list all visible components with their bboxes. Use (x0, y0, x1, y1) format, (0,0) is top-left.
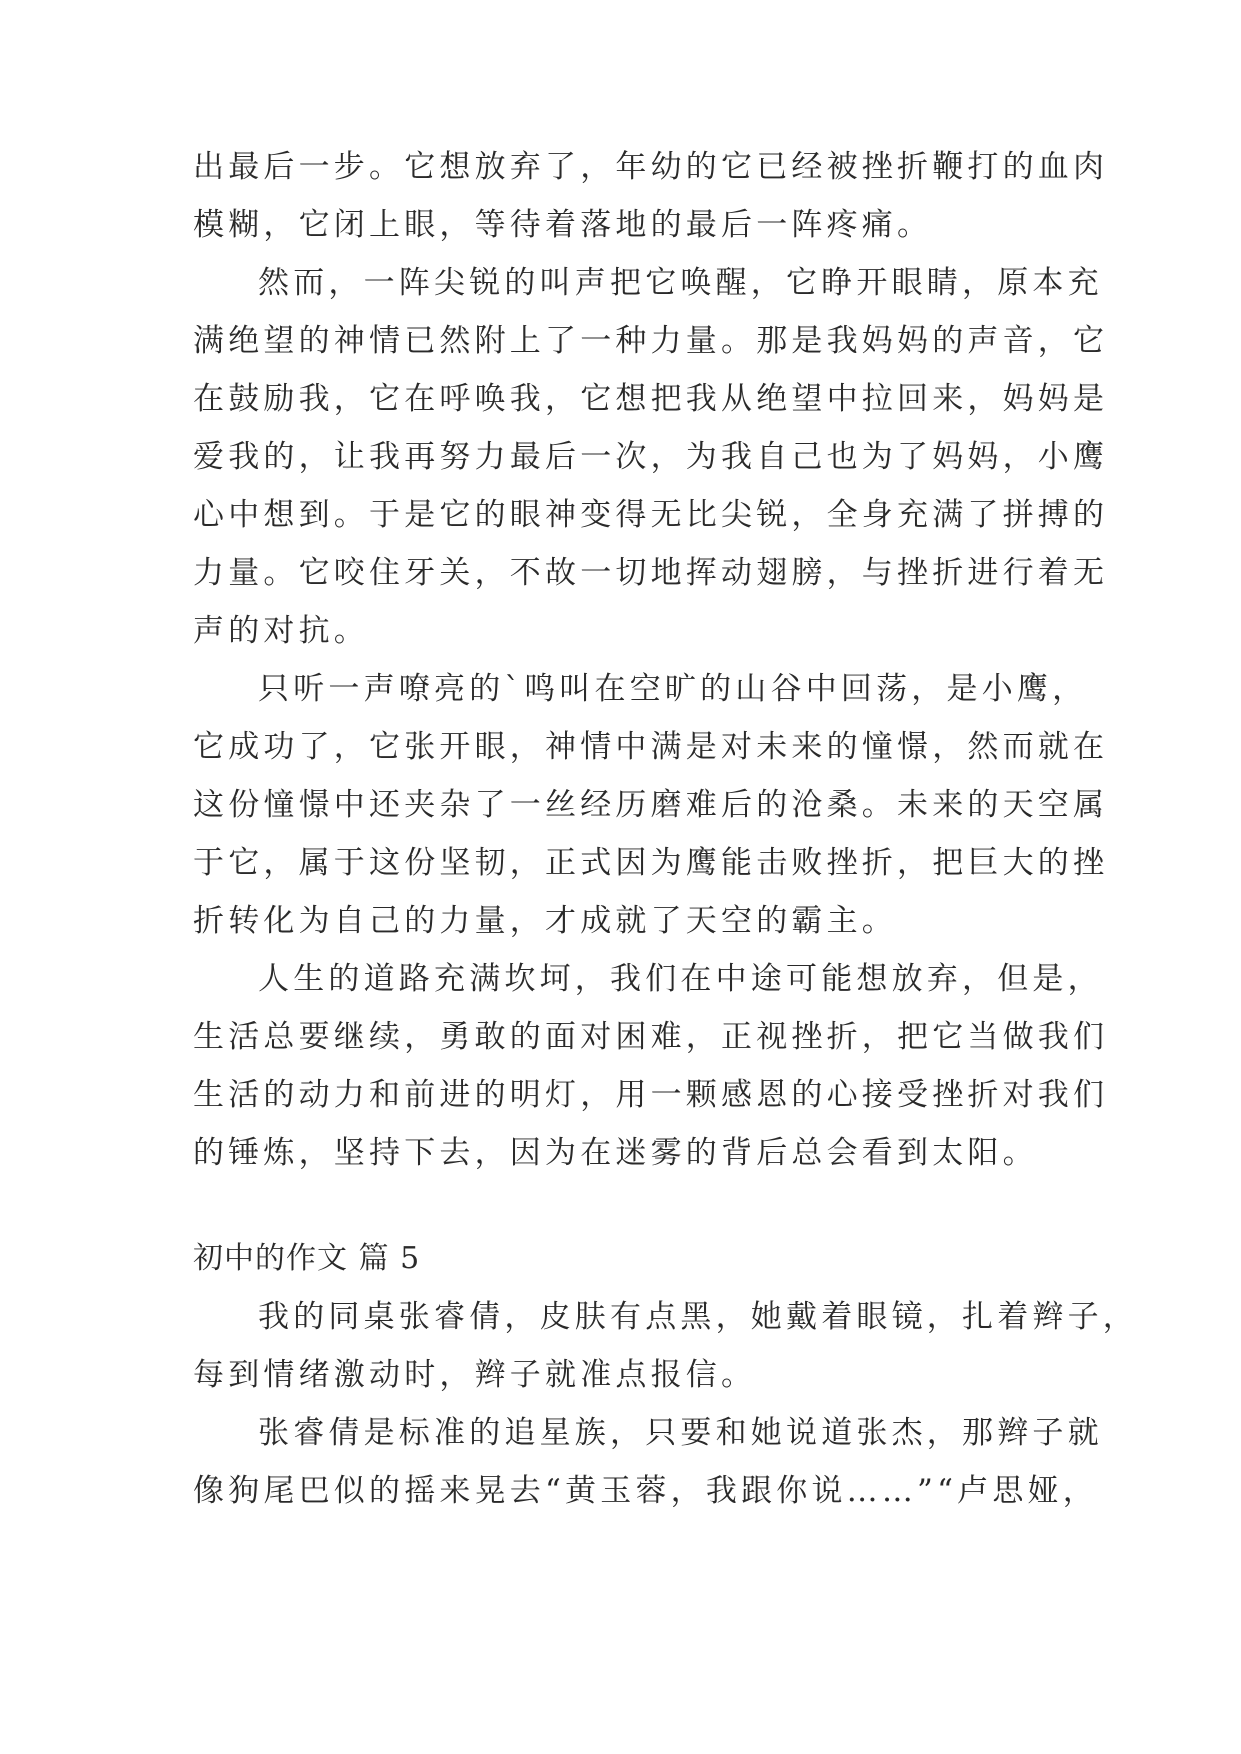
paragraph-line: 出最后一步。它想放弃了，年幼的它已经被挫折鞭打的血肉 (193, 149, 1109, 185)
paragraph-line: 生活总要继续，勇敢的面对困难，正视挫折，把它当做我们 (193, 1019, 1109, 1055)
paragraph-line: 在鼓励我，它在呼唤我，它想把我从绝望中拉回来，妈妈是 (193, 381, 1109, 417)
paragraph-line: 模糊，它闭上眼，等待着落地的最后一阵疼痛。 (193, 207, 933, 243)
paragraph-line: 生活的动力和前进的明灯，用一颗感恩的心接受挫折对我们 (193, 1077, 1109, 1113)
paragraph-line: 满绝望的神情已然附上了一种力量。那是我妈妈的声音，它 (193, 323, 1109, 359)
paragraph-line: 人生的道路充满坎坷，我们在中途可能想放弃，但是， (258, 961, 1103, 997)
paragraph-line: 力量。它咬住牙关，不故一切地挥动翅膀，与挫折进行着无 (193, 555, 1109, 591)
paragraph-line: 心中想到。于是它的眼神变得无比尖锐，全身充满了拼搏的 (193, 497, 1109, 533)
paragraph-line: 像狗尾巴似的摇来晃去“黄玉蓉，我跟你说……”“卢思娅， (193, 1473, 1098, 1509)
paragraph-line: 我的同桌张睿倩，皮肤有点黑，她戴着眼镜，扎着辫子， (258, 1299, 1138, 1335)
paragraph-line: 爱我的，让我再努力最后一次，为我自己也为了妈妈，小鹰 (193, 439, 1109, 475)
paragraph-line: 声的对抗。 (193, 613, 369, 649)
paragraph-line: 折转化为自己的力量，才成就了天空的霸主。 (193, 903, 897, 939)
paragraph-line: 每到情绪激动时，辫子就准点报信。 (193, 1357, 757, 1393)
paragraph-line: 这份憧憬中还夹杂了一丝经历磨难后的沧桑。未来的天空属 (193, 787, 1109, 823)
paragraph-line: 的锤炼，坚持下去，因为在迷雾的背后总会看到太阳。 (193, 1135, 1038, 1171)
paragraph-line: 张睿倩是标准的追星族，只要和她说道张杰，那辫子就 (258, 1415, 1103, 1451)
paragraph-line: 于它，属于这份坚韧，正式因为鹰能击败挫折，把巨大的挫 (193, 845, 1109, 881)
paragraph-line: 然而，一阵尖锐的叫声把它唤醒，它睁开眼睛，原本充 (258, 265, 1103, 301)
paragraph-line: 只听一声嘹亮的`鸣叫在空旷的山谷中回荡，是小鹰， (258, 671, 1088, 707)
section-heading: 初中的作文 篇 5 (193, 1241, 421, 1276)
paragraph-line: 它成功了，它张开眼，神情中满是对未来的憧憬，然而就在 (193, 729, 1109, 765)
